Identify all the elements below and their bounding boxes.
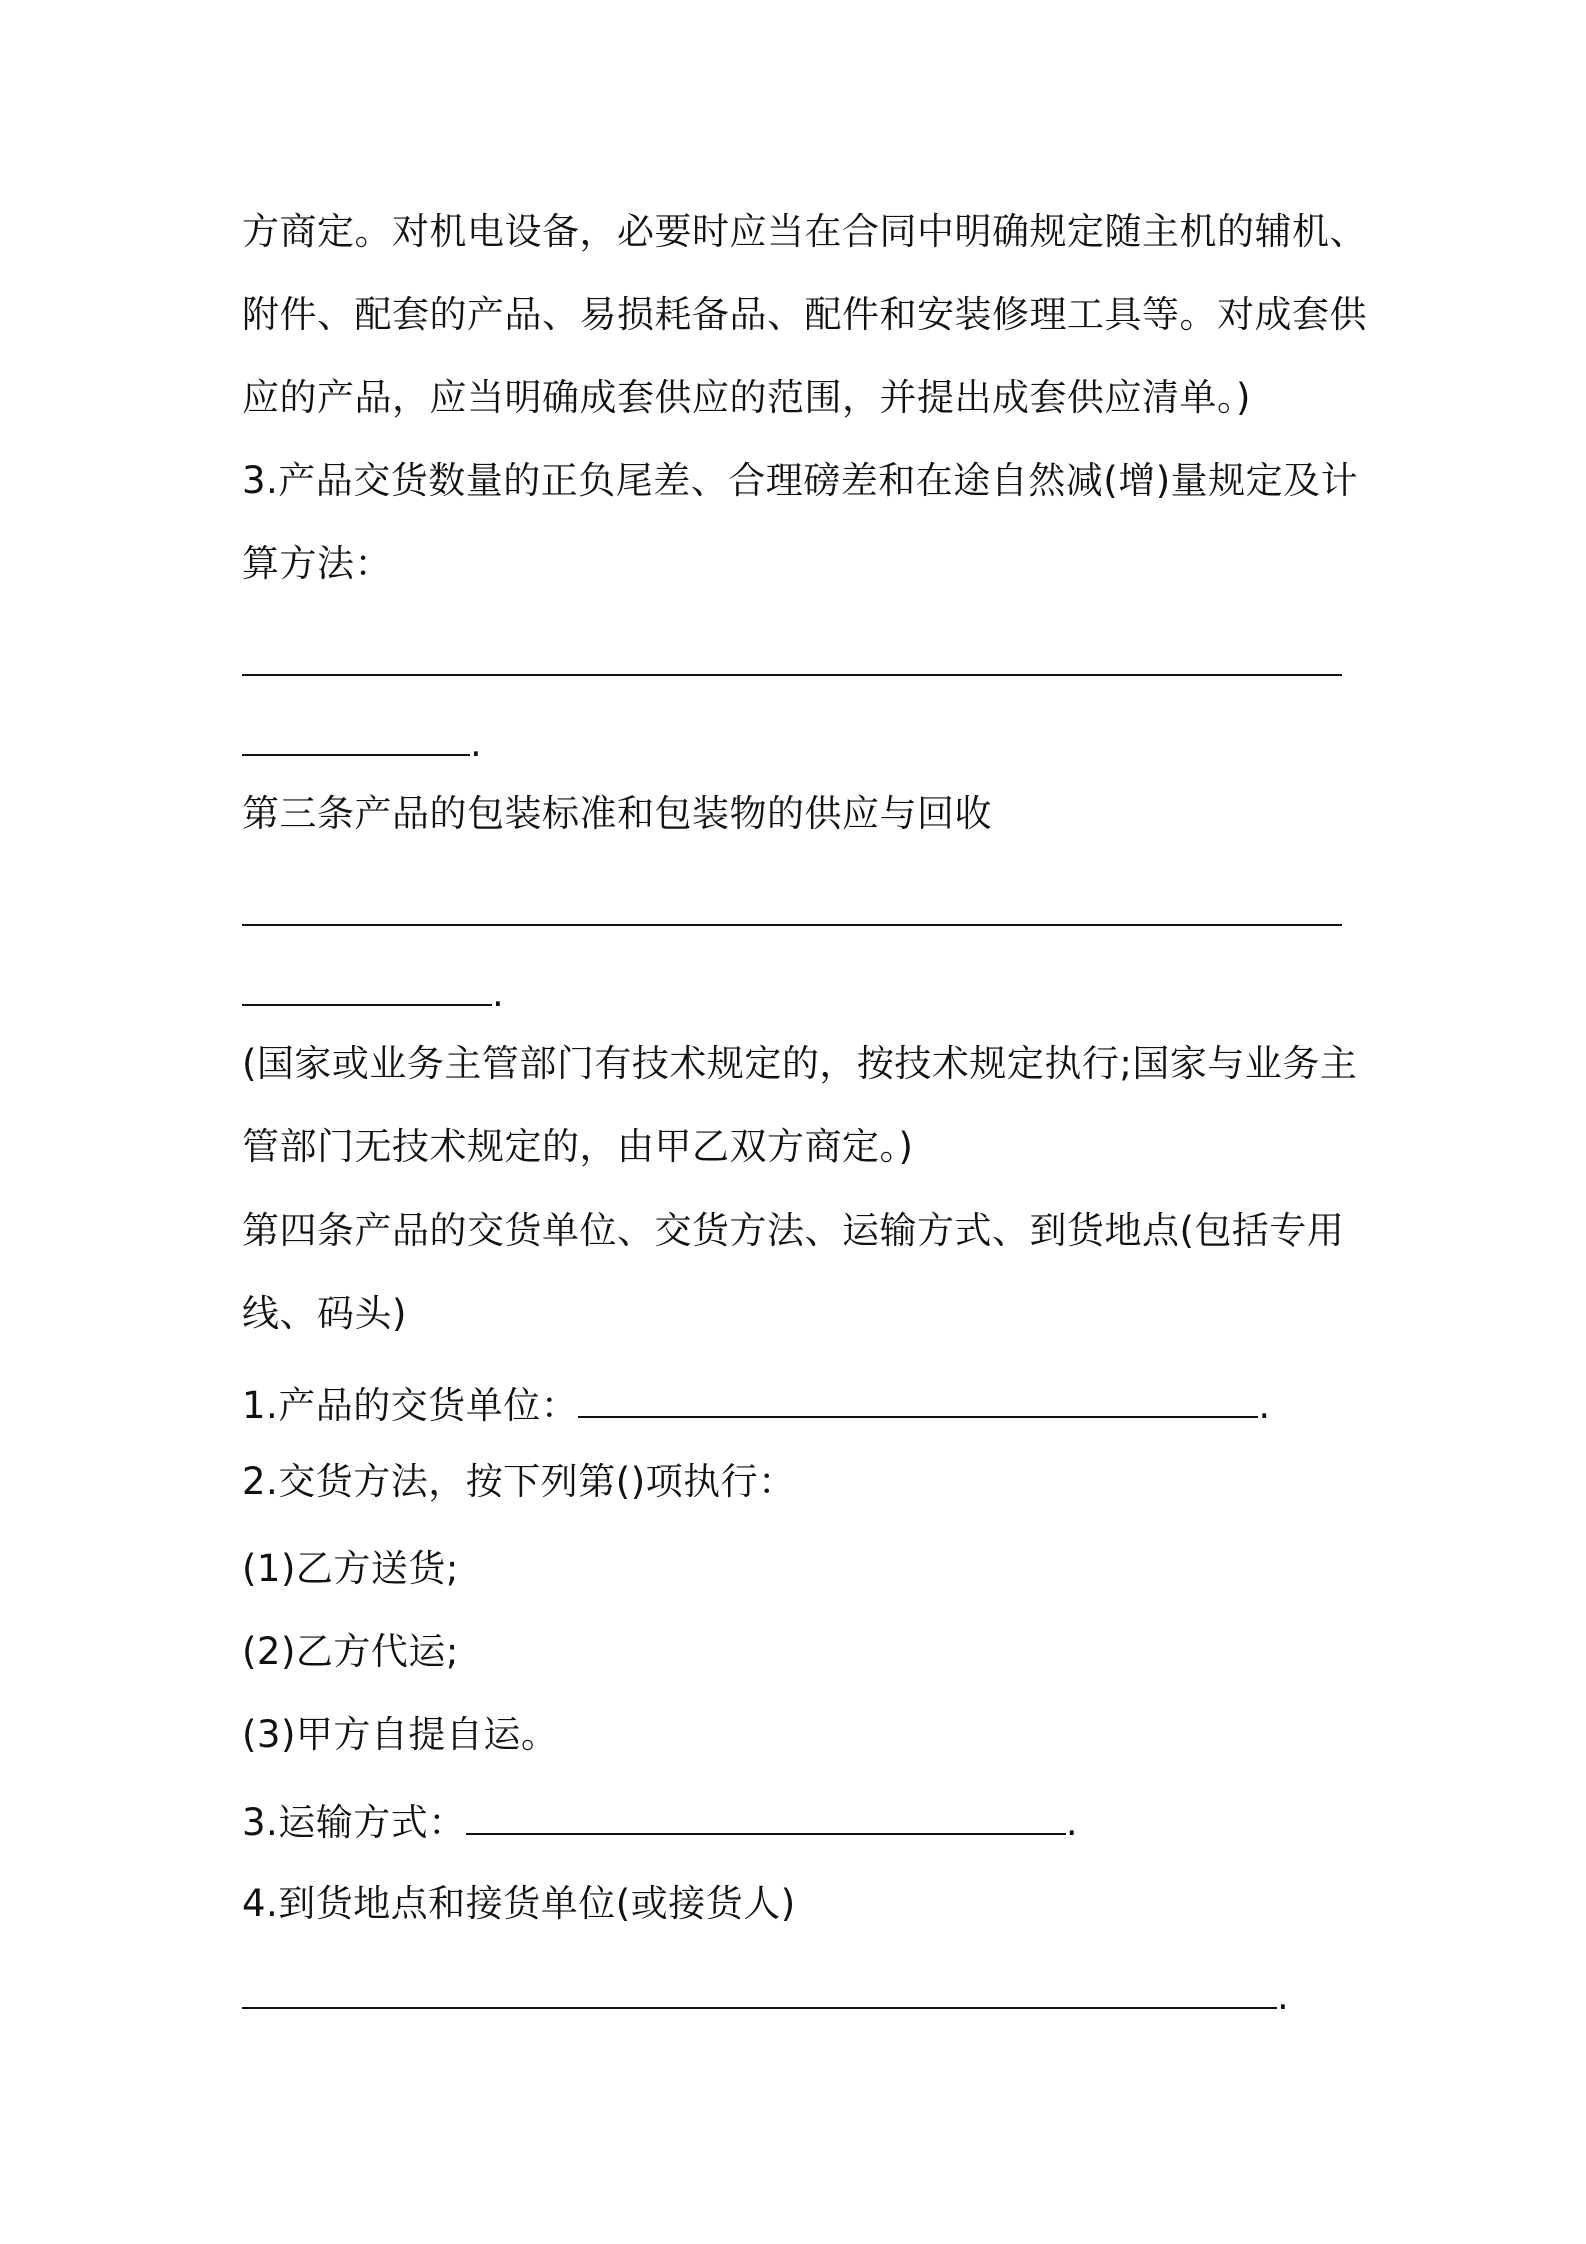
line-text: (1)乙方送货; bbox=[242, 1547, 459, 1590]
blank-underline bbox=[242, 644, 1342, 676]
line-text: 2.交货方法，按下列第()项执行： bbox=[242, 1460, 796, 1503]
line-text: 附件、配套的产品、易损耗备品、配件和安装修理工具等。对成套供 bbox=[242, 293, 1367, 336]
fill-blank-line bbox=[242, 888, 1342, 940]
line-text: 3.产品交货数量的正负尾差、合理磅差和在途自然减(增)量规定及计 bbox=[242, 459, 1359, 502]
blank-underline bbox=[242, 724, 470, 756]
period: . bbox=[1065, 1801, 1079, 1844]
period: . bbox=[470, 722, 483, 765]
line-text: 算方法： bbox=[242, 542, 392, 585]
list-item bbox=[242, 1626, 459, 1678]
period: . bbox=[492, 972, 505, 1015]
fill-blank-line bbox=[242, 1380, 1271, 1432]
text-line bbox=[242, 1456, 796, 1508]
fill-blank-line bbox=[242, 1971, 1289, 2023]
line-text: 4.到货地点和接货单位(或接货人) bbox=[242, 1882, 796, 1925]
line-text: 线、码头) bbox=[242, 1292, 407, 1335]
blank-underline bbox=[242, 894, 1342, 926]
period: . bbox=[1277, 1975, 1290, 2018]
blank-underline bbox=[466, 1803, 1066, 1835]
blank-underline bbox=[242, 1977, 1277, 2009]
text-line bbox=[242, 206, 1367, 258]
fill-blank-line bbox=[242, 718, 482, 770]
fill-blank-line bbox=[242, 638, 1342, 690]
list-item bbox=[242, 1543, 459, 1595]
line-text: (国家或业务主管部门有技术规定的，按技术规定执行;国家与业务主 bbox=[242, 1042, 1358, 1085]
blank-underline bbox=[578, 1386, 1258, 1418]
text-line bbox=[242, 1038, 1357, 1090]
line-text: 第三条产品的包装标准和包装物的供应与回收 bbox=[242, 792, 992, 835]
text-line bbox=[242, 1121, 913, 1173]
line-text: 应的产品，应当明确成套供应的范围，并提出成套供应清单。) bbox=[242, 376, 1251, 419]
line-text: 1.产品的交货单位： bbox=[242, 1384, 579, 1427]
line-text: (3)甲方自提自运。 bbox=[242, 1713, 559, 1756]
period: . bbox=[1258, 1384, 1271, 1427]
text-line bbox=[242, 538, 392, 590]
text-line bbox=[242, 1878, 796, 1930]
fill-blank-line bbox=[242, 1797, 1078, 1849]
text-line bbox=[242, 289, 1367, 341]
section-heading bbox=[242, 788, 992, 840]
line-text: 第四条产品的交货单位、交货方法、运输方式、到货地点(包括专用 bbox=[242, 1209, 1345, 1252]
line-text: 管部门无技术规定的，由甲乙双方商定。) bbox=[242, 1125, 914, 1168]
line-text: 方商定。对机电设备，必要时应当在合同中明确规定随主机的辅机、 bbox=[242, 210, 1367, 253]
text-line bbox=[242, 372, 1251, 424]
list-item bbox=[242, 1709, 558, 1761]
line-text: (2)乙方代运; bbox=[242, 1630, 459, 1673]
text-line bbox=[242, 1288, 407, 1340]
blank-underline bbox=[242, 974, 492, 1006]
fill-blank-line bbox=[242, 968, 504, 1020]
text-line bbox=[242, 455, 1358, 507]
line-text: 3.运输方式： bbox=[242, 1801, 466, 1844]
section-heading bbox=[242, 1205, 1344, 1257]
